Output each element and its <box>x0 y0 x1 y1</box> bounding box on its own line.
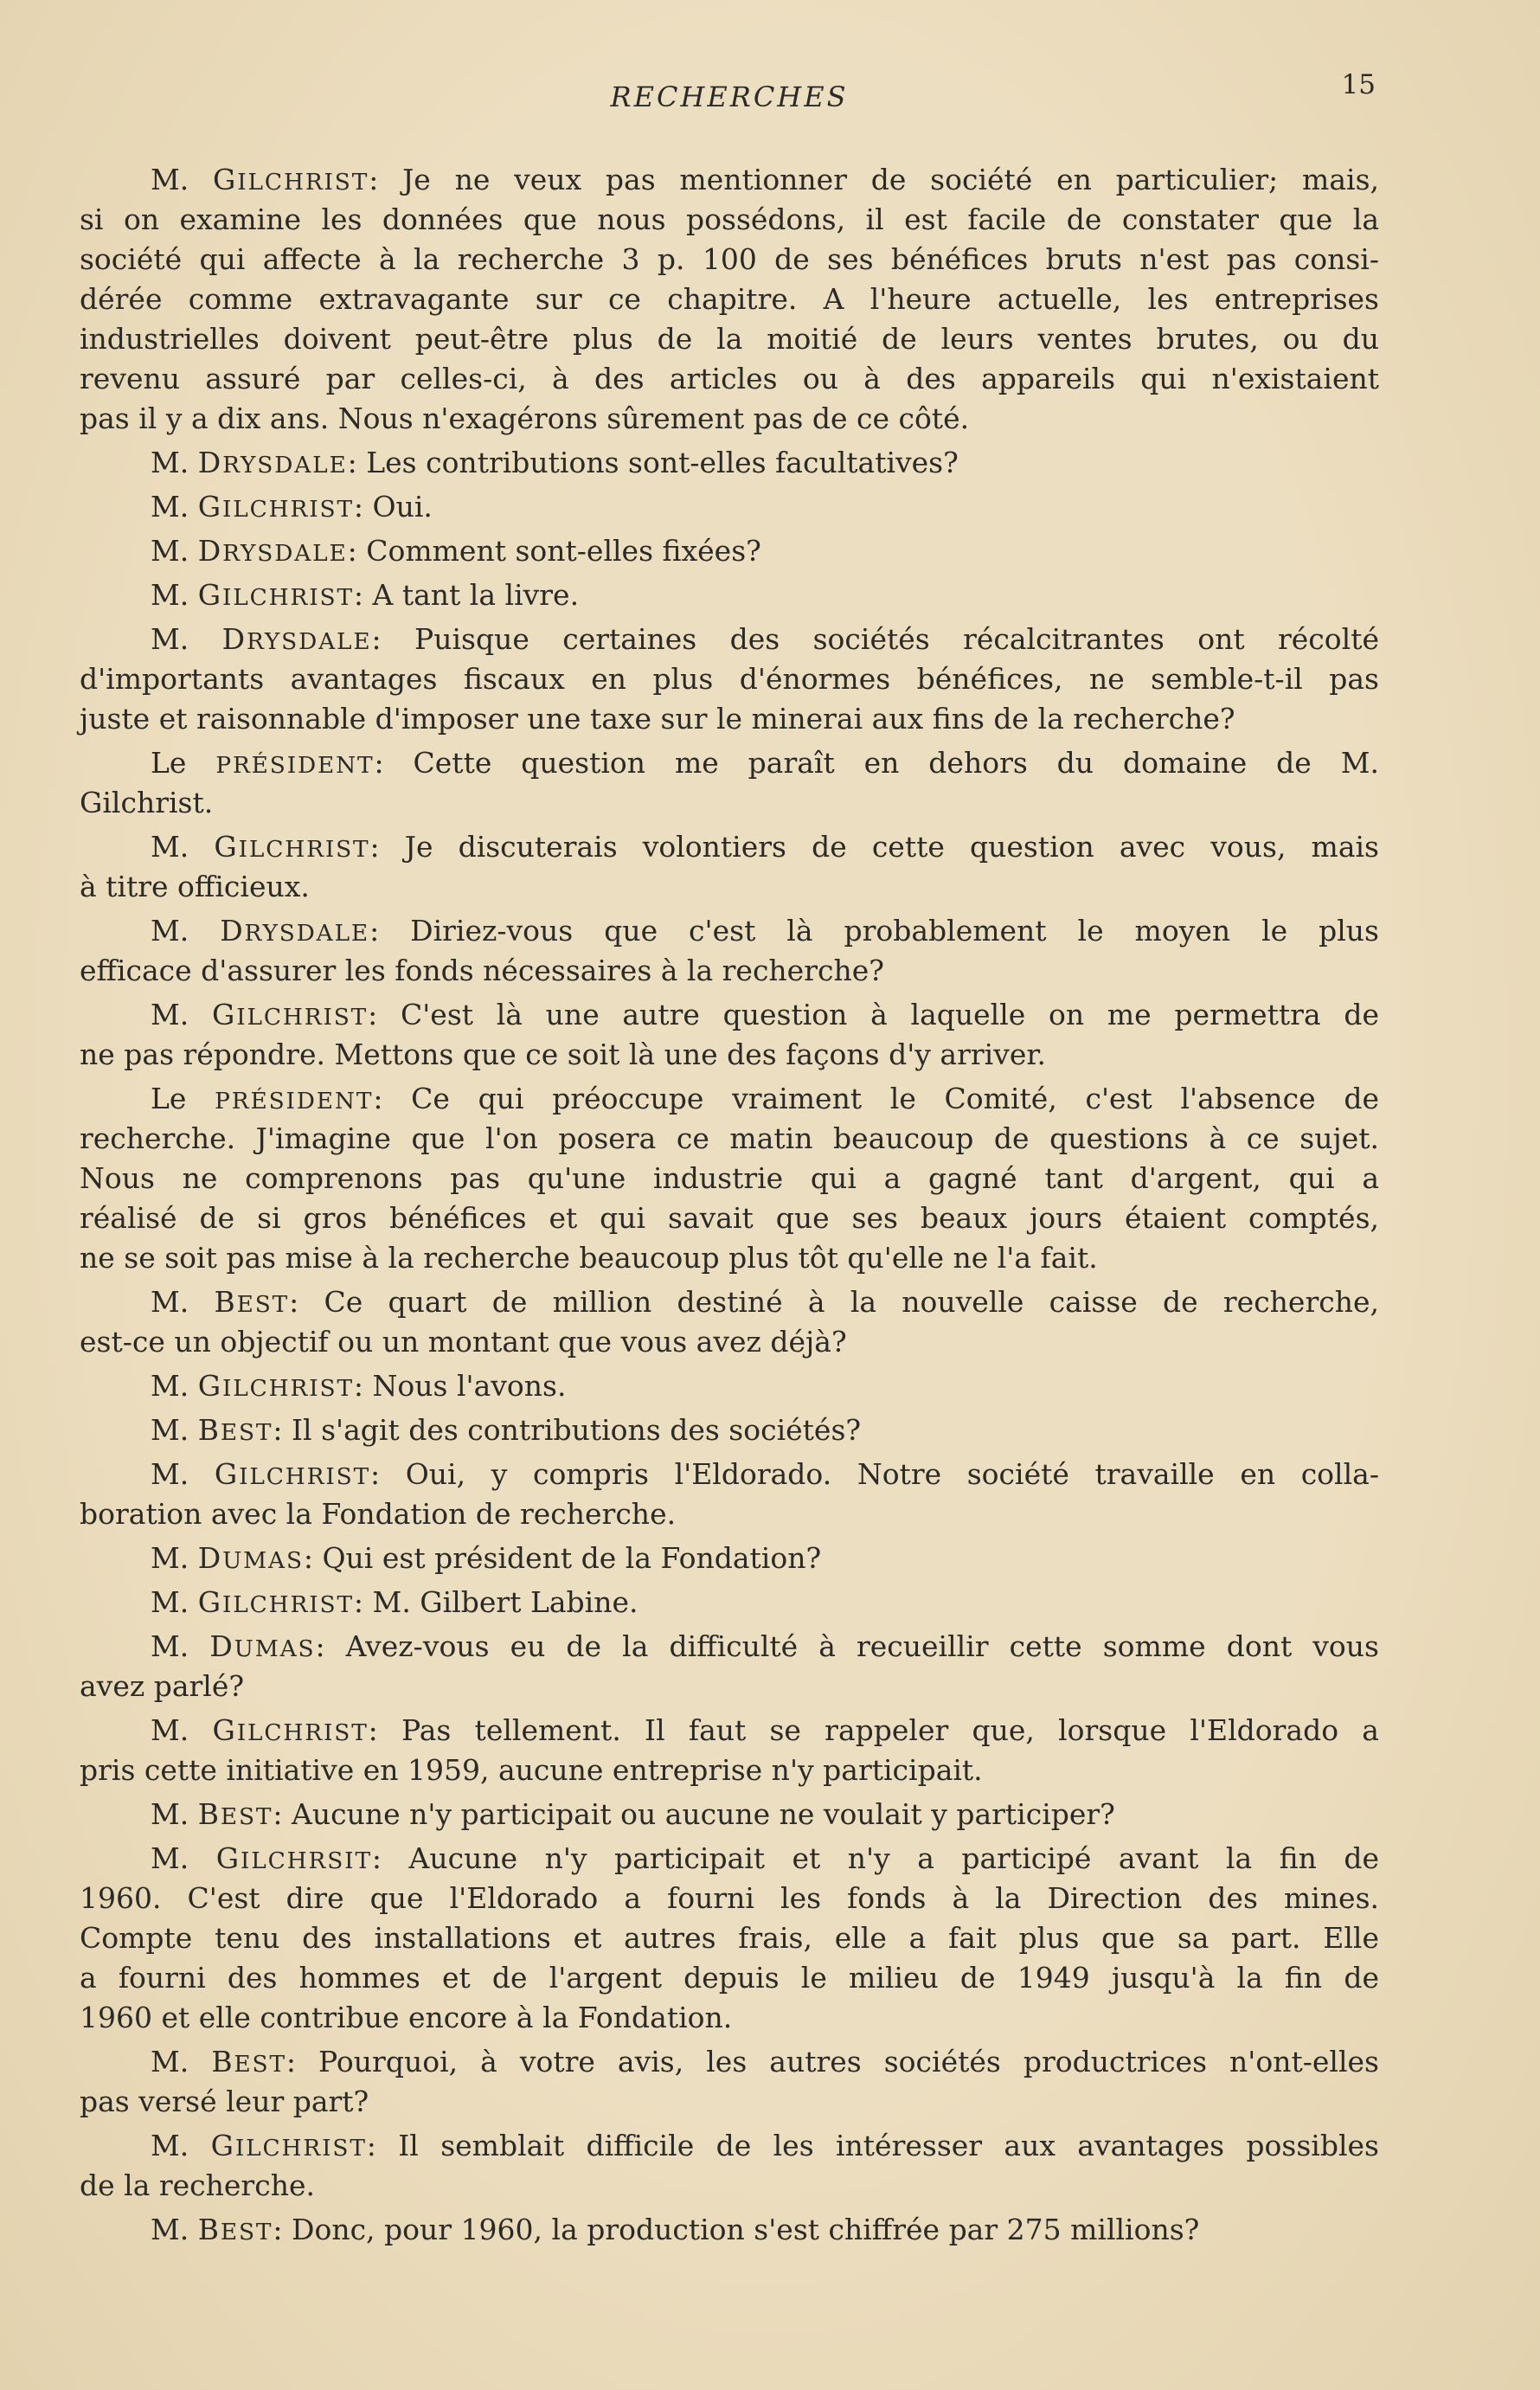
speech-text: : M. Gilbert Labine. <box>353 1585 638 1619</box>
speaker-title: M. <box>151 1629 189 1663</box>
speaker-title: Le <box>151 746 187 780</box>
speaker-title: M. <box>151 1285 189 1319</box>
speaker-name: GILCHRIST <box>212 1713 369 1747</box>
speech-text: : Il s'agit des contributions des sociétés? <box>273 1413 862 1447</box>
speech-paragraph <box>80 827 1379 907</box>
text-line: d'importants avantages fiscaux en plus d'énormes bénéfices, ne semble-t-il pas <box>80 662 1379 696</box>
speech-paragraph <box>80 2126 1379 2206</box>
speech-paragraph <box>80 487 1379 527</box>
speech-paragraph <box>80 1583 1379 1622</box>
text-line: recherche. J'imagine que l'on posera ce matin beaucoup de questions à ce sujet. <box>80 1121 1379 1155</box>
speech-paragraph <box>80 2042 1379 2122</box>
speech-text: : Oui. <box>353 490 433 524</box>
speech-first-line <box>80 1455 1379 1494</box>
speech-text: : Puisque certaines des sociétés récalcitrantes ont récolté <box>371 622 1379 656</box>
running-head: RECHERCHES <box>610 80 849 113</box>
speech-text: : Oui, y compris l'Eldorado. Notre société travaille en colla- <box>370 1457 1379 1491</box>
speech-first-line <box>80 1839 1379 1879</box>
text-column <box>80 160 1379 2254</box>
speaker-title: M. <box>151 578 189 612</box>
speech-first-line <box>80 827 1379 867</box>
speech-paragraph <box>80 911 1379 991</box>
speech-text: : Donc, pour 1960, la production s'est chiffrée par 275 millions? <box>273 2213 1200 2246</box>
speaker-name: DRYSDALE <box>221 622 372 656</box>
speaker-title: M. <box>151 1713 189 1747</box>
speech-paragraph <box>80 2210 1379 2250</box>
speech-first-line <box>80 575 1379 615</box>
speaker-title: M. <box>151 2213 189 2246</box>
speech-text: : Ce qui préoccupe vraiment le Comité, c'est l'absence de <box>373 1082 1379 1115</box>
speech-text: : Nous l'avons. <box>353 1369 567 1403</box>
page-number: 15 <box>1341 69 1376 100</box>
speech-first-line <box>80 1583 1379 1622</box>
speech-text: : Qui est président de la Fondation? <box>303 1541 822 1575</box>
speech-first-line <box>80 487 1379 527</box>
speaker-name: GILCHRIST <box>213 163 369 196</box>
speech-first-line <box>80 995 1379 1035</box>
speaker-title: M. <box>151 446 189 479</box>
speaker-name: BEST <box>211 2045 286 2078</box>
speech-first-line <box>80 1795 1379 1834</box>
speech-paragraph <box>80 1366 1379 1406</box>
text-line: réalisé de si gros bénéfices et qui savait que ses beaux jours étaient comptés, <box>80 1201 1379 1235</box>
speaker-title: M. <box>151 830 189 864</box>
speech-text: : Il semblait difficile de les intéresser aux avantages possibles <box>366 2129 1379 2162</box>
speaker-name: BEST <box>197 2213 273 2246</box>
speech-paragraph <box>80 531 1379 571</box>
speech-first-line <box>80 1711 1379 1751</box>
speaker-name: GILCHRIST <box>197 578 354 612</box>
speech-text: : Avez-vous eu de la difficulté à recueillir cette somme dont vous <box>315 1629 1379 1663</box>
speaker-name: PRÉSIDENT <box>215 1088 374 1115</box>
speech-text: : Comment sont-elles fixées? <box>347 534 761 568</box>
speaker-name: GILCHRIST <box>197 1585 354 1619</box>
speech-paragraph <box>80 443 1379 483</box>
speaker-name: DRYSDALE <box>197 446 348 479</box>
speech-text: : Pas tellement. Il faut se rappeler que, lorsque l'Eldorado a <box>368 1713 1379 1747</box>
speech-first-line <box>80 743 1379 783</box>
speaker-name: PRÉSIDENT <box>215 752 375 779</box>
text-line: est-ce un objectif ou un montant que vous avez déjà? <box>80 1325 847 1359</box>
speaker-title: M. <box>151 622 189 656</box>
speech-paragraph <box>80 160 1379 439</box>
speaker-title: M. <box>151 2129 189 2162</box>
text-line: industrielles doivent peut-être plus de la moitié de leurs ventes brutes, ou du <box>80 322 1379 356</box>
speech-first-line <box>80 1627 1379 1667</box>
speaker-title: M. <box>151 1541 189 1575</box>
text-line: à titre officieux. <box>80 870 310 903</box>
speaker-name: GILCHRIST <box>214 1457 371 1491</box>
speech-first-line <box>80 1539 1379 1578</box>
speaker-title: M. <box>151 490 189 524</box>
speaker-name: DUMAS <box>209 1629 316 1663</box>
text-line: revenu assuré par celles-ci, à des articles ou à des appareils qui n'existaient <box>80 362 1379 395</box>
speech-first-line <box>80 1079 1379 1119</box>
speaker-name: GILCHRIST <box>197 1369 354 1403</box>
speech-text: : Je discuterais volontiers de cette question avec vous, mais <box>369 830 1379 864</box>
speaker-title: Le <box>151 1082 187 1115</box>
speaker-name: GILCHRIST <box>210 2129 367 2162</box>
speaker-title: M. <box>151 1369 189 1403</box>
speaker-title: M. <box>151 1585 189 1619</box>
speech-paragraph <box>80 1079 1379 1278</box>
speech-text: : Je ne veux pas mentionner de société en particulier; mais, <box>369 163 1379 196</box>
text-line: dérée comme extravagante sur ce chapitre. A l'heure actuelle, les entreprises <box>80 282 1379 316</box>
speaker-title: M. <box>151 914 189 948</box>
speech-text: : Aucune n'y participait ou aucune ne voulait y participer? <box>273 1797 1115 1831</box>
speech-paragraph <box>80 1711 1379 1790</box>
text-line: pas il y a dix ans. Nous n'exagérons sûrement pas de ce côté. <box>80 402 970 435</box>
text-line: si on examine les données que nous possédons, il est facile de constater que la <box>80 202 1379 236</box>
text-line: pris cette initiative en 1959, aucune entreprise n'y participait. <box>80 1753 983 1787</box>
text-line: avez parlé? <box>80 1669 245 1703</box>
speech-text: : C'est là une autre question à laquelle on me permettra de <box>368 998 1379 1031</box>
speech-paragraph <box>80 1410 1379 1450</box>
speech-first-line <box>80 620 1379 659</box>
speech-first-line <box>80 1410 1379 1450</box>
speaker-name: GILCHRIST <box>214 830 370 864</box>
text-line: juste et raisonnable d'imposer une taxe sur le minerai aux fins de la recherche? <box>80 702 1235 736</box>
speaker-title: M. <box>151 534 189 568</box>
speaker-name: DUMAS <box>197 1541 304 1575</box>
speaker-title: M. <box>151 1841 189 1875</box>
speaker-title: M. <box>151 163 189 196</box>
speech-first-line <box>80 160 1379 200</box>
speech-first-line <box>80 2126 1379 2166</box>
text-line: de la recherche. <box>80 2168 315 2202</box>
speaker-title: M. <box>151 1797 189 1831</box>
text-line: ne se soit pas mise à la recherche beaucoup plus tôt qu'elle ne l'a fait. <box>80 1241 1098 1275</box>
speech-text: : A tant la livre. <box>353 578 580 612</box>
speech-paragraph <box>80 1839 1379 2038</box>
speaker-name: GILCHRIST <box>197 490 354 524</box>
speaker-name: DRYSDALE <box>197 534 348 568</box>
speaker-title: M. <box>151 1413 189 1447</box>
text-line: Gilchrist. <box>80 786 214 819</box>
speaker-name: BEST <box>197 1413 273 1447</box>
speech-paragraph <box>80 1455 1379 1534</box>
speech-first-line <box>80 2042 1379 2082</box>
speech-text: : Ce quart de million destiné à la nouvelle caisse de recherche, <box>289 1285 1379 1319</box>
speech-first-line <box>80 911 1379 951</box>
speech-text: : Pourquoi, à votre avis, les autres sociétés productrices n'ont-elles <box>286 2045 1379 2078</box>
speaker-title: M. <box>151 1457 189 1491</box>
speech-text: : Cette question me paraît en dehors du domaine de M. <box>374 746 1379 780</box>
speech-first-line <box>80 443 1379 483</box>
speaker-name: BEST <box>197 1797 273 1831</box>
text-line: société qui affecte à la recherche 3 p. 100 de ses bénéfices bruts n'est pas consi- <box>80 242 1379 276</box>
speech-paragraph <box>80 1282 1379 1362</box>
text-line: 1960. C'est dire que l'Eldorado a fourni les fonds à la Direction des mines. <box>80 1881 1379 1915</box>
text-line: ne pas répondre. Mettons que ce soit là une des façons d'y arriver. <box>80 1038 1047 1071</box>
speech-paragraph <box>80 743 1379 823</box>
speech-paragraph <box>80 1539 1379 1578</box>
speaker-name: GILCHRSIT <box>215 1841 372 1875</box>
speech-paragraph <box>80 995 1379 1075</box>
speech-first-line <box>80 1282 1379 1322</box>
speech-text: : Aucune n'y participait et n'y a participé avant la fin de <box>371 1841 1380 1875</box>
text-line: a fourni des hommes et de l'argent depuis le milieu de 1949 jusqu'à la fin de <box>80 1961 1379 1995</box>
text-line: Nous ne comprenons pas qu'une industrie qui a gagné tant d'argent, qui a <box>80 1161 1379 1195</box>
speech-text: : Les contributions sont-elles facultatives? <box>347 446 959 479</box>
speech-paragraph <box>80 575 1379 615</box>
text-line: boration avec la Fondation de recherche. <box>80 1497 677 1531</box>
speech-paragraph <box>80 620 1379 739</box>
text-line: pas versé leur part? <box>80 2085 369 2118</box>
speech-first-line <box>80 531 1379 571</box>
speech-paragraph <box>80 1795 1379 1834</box>
text-line: 1960 et elle contribue encore à la Fondation. <box>80 2001 733 2034</box>
text-line: Compte tenu des installations et autres frais, elle a fait plus que sa part. Elle <box>80 1921 1379 1955</box>
text-line: efficace d'assurer les fonds nécessaires à la recherche? <box>80 954 884 987</box>
speech-first-line <box>80 2210 1379 2250</box>
speaker-name: GILCHRIST <box>212 998 369 1031</box>
speaker-name: DRYSDALE <box>220 914 370 948</box>
speaker-title: M. <box>151 2045 189 2078</box>
speaker-title: M. <box>151 998 189 1031</box>
speaker-name: BEST <box>214 1285 290 1319</box>
speech-text: : Diriez-vous que c'est là probablement le moyen le plus <box>369 914 1379 948</box>
speech-paragraph <box>80 1627 1379 1706</box>
speech-first-line <box>80 1366 1379 1406</box>
